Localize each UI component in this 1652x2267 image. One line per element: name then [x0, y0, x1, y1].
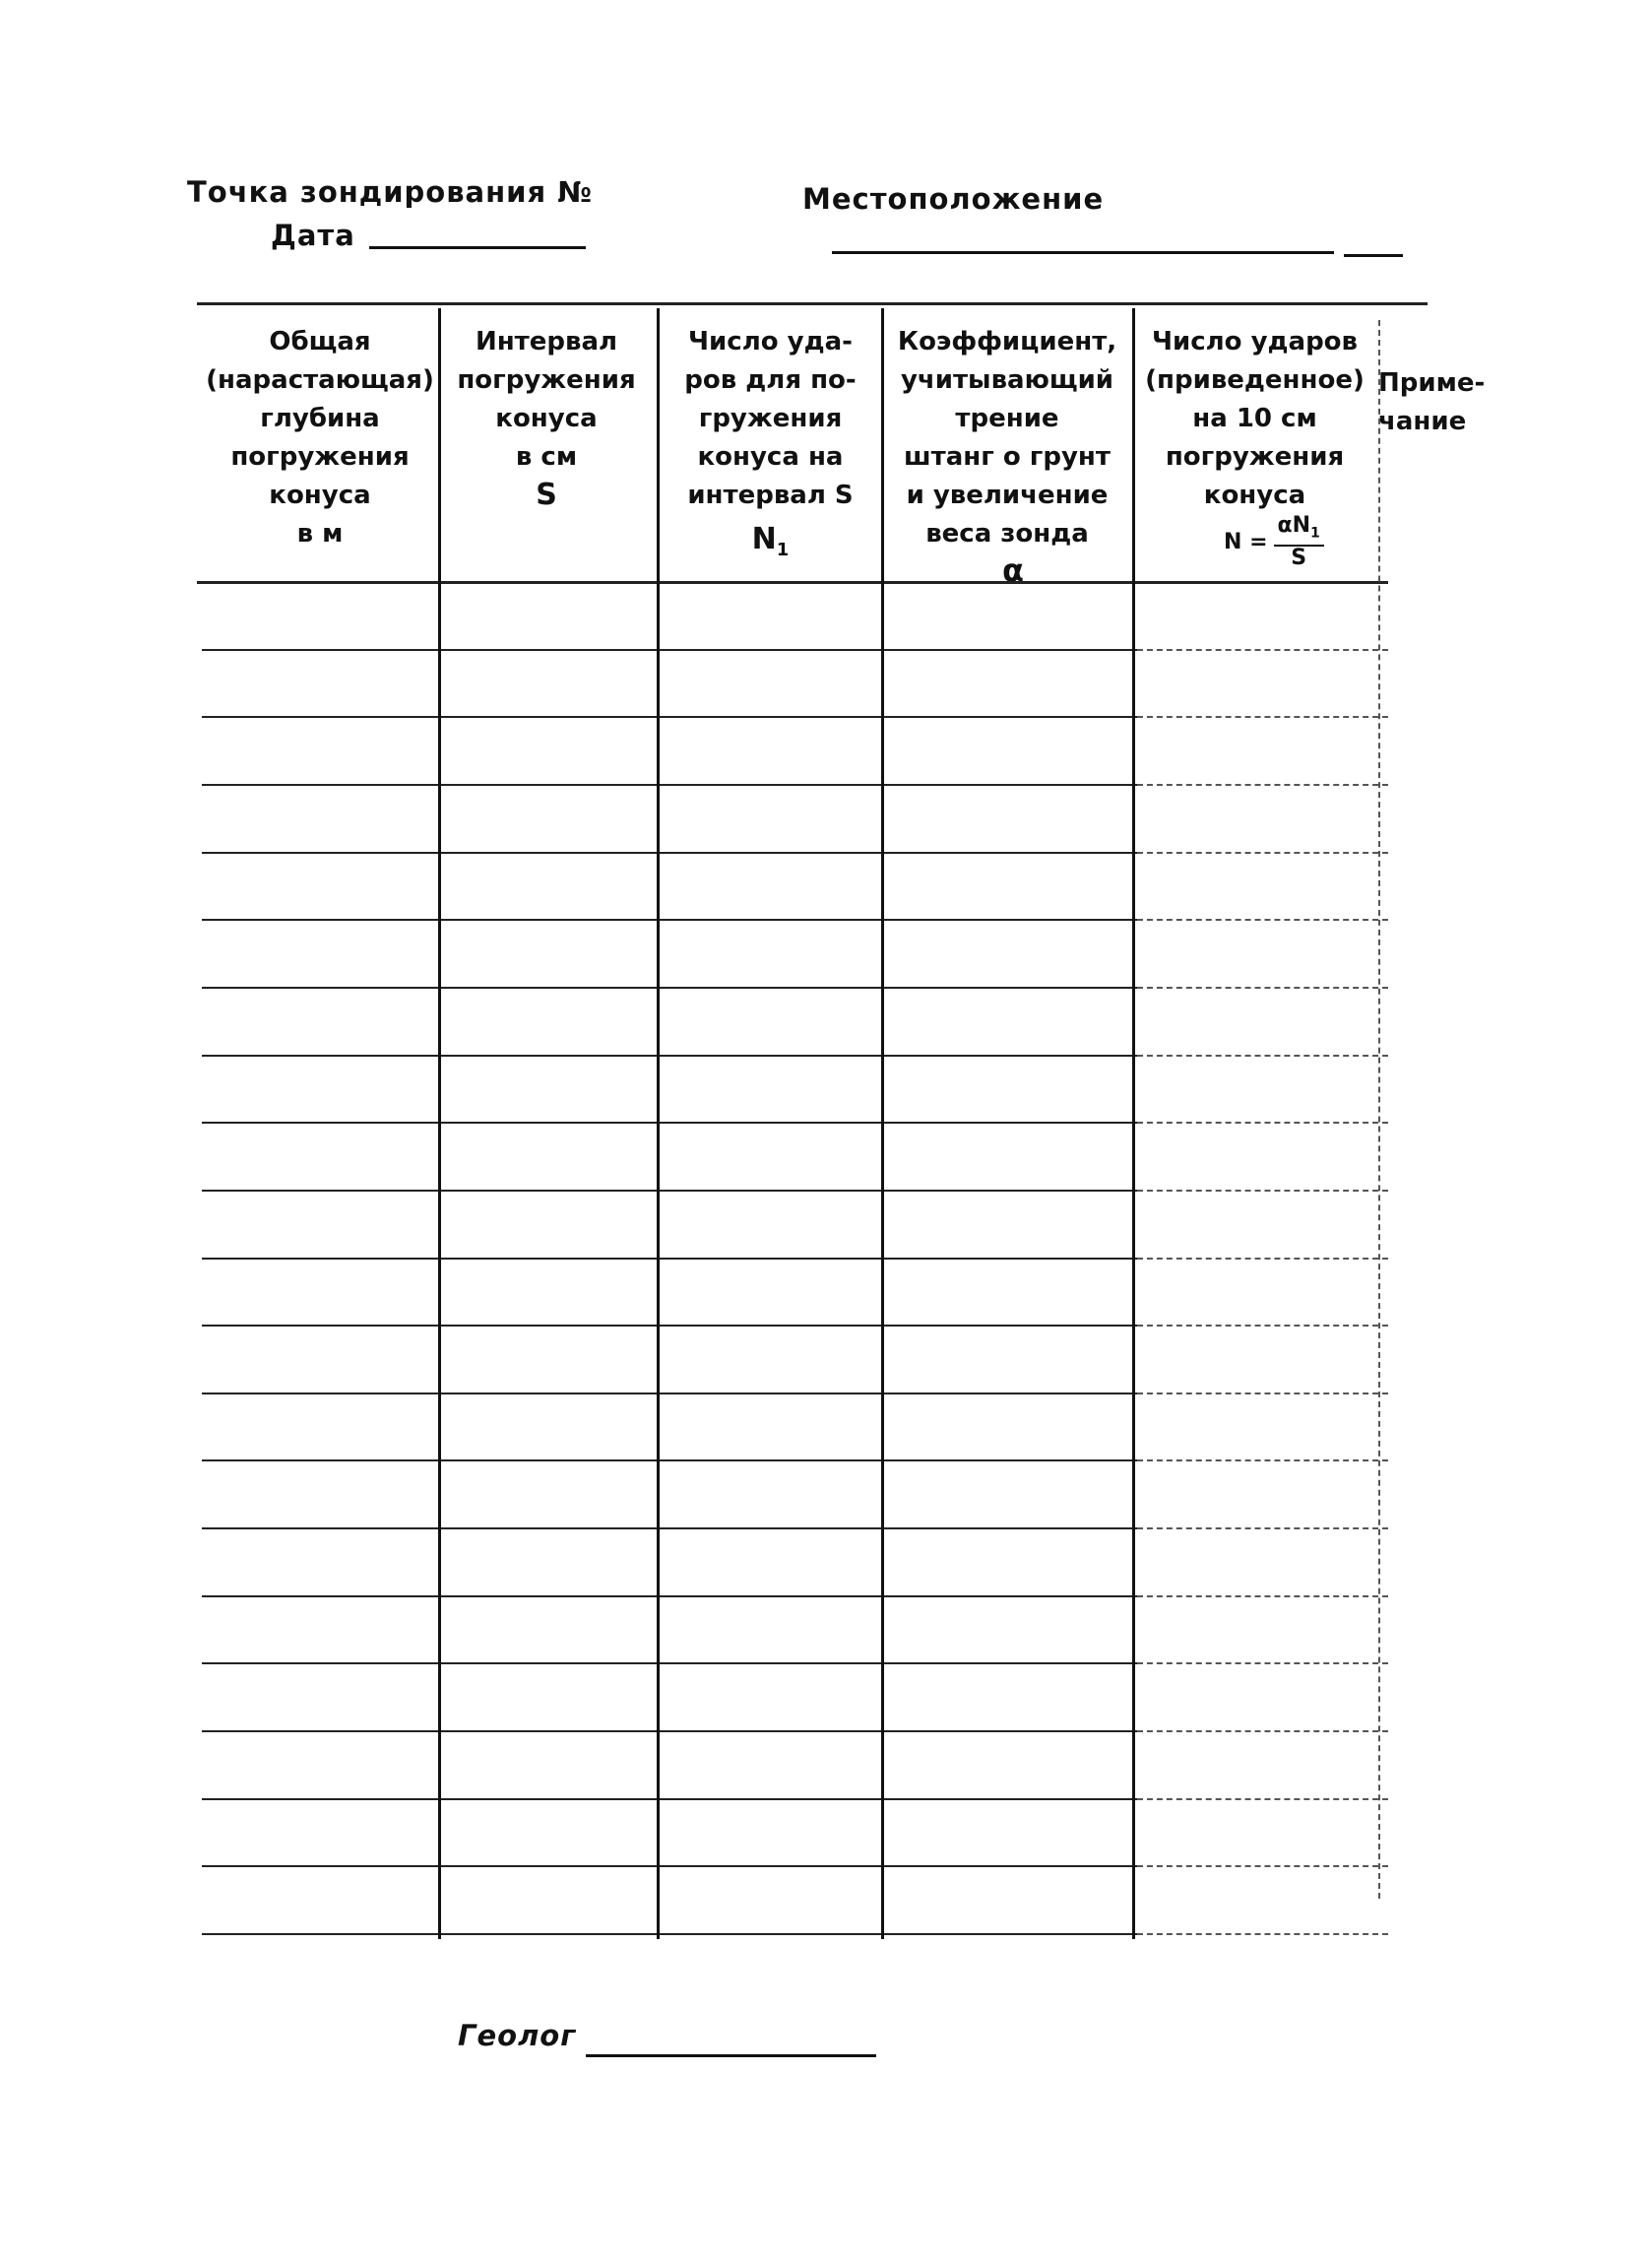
table-row-line-tail [1137, 1730, 1388, 1732]
col-header-depth: Общая (нарастающая) глубина погружения конуса в м [206, 327, 434, 549]
col-header-interval: Интервал погружения конуса в см [457, 327, 636, 472]
table-row-line [202, 716, 1137, 718]
col-symbol-coef: α [1002, 551, 1024, 589]
formula-numerator [1274, 514, 1324, 547]
table-row-line [202, 1459, 1137, 1461]
table-row-line [202, 1325, 1137, 1327]
table-column-divider [438, 308, 441, 1939]
table-row-line [202, 1258, 1137, 1260]
table-row-line [202, 1865, 1137, 1867]
table-row-line-tail [1137, 1325, 1388, 1327]
table-row-line-tail [1137, 1122, 1388, 1124]
table-row-line [202, 1933, 1137, 1935]
table-row-line-tail [1137, 1595, 1388, 1597]
col-symbol-blows [660, 522, 881, 560]
table-row-line [202, 1662, 1137, 1664]
table-row-line-tail [1137, 1055, 1388, 1057]
point-number-label: Точка зондирования № [187, 175, 594, 209]
col-symbol-interval: S [536, 478, 557, 512]
table-row-line [202, 852, 1137, 854]
table-row-line-tail [1137, 1933, 1388, 1935]
table-row-line [202, 1798, 1137, 1800]
table-row-line [202, 987, 1137, 989]
col-header-note: Приме- чание [1378, 368, 1486, 436]
table-row-line [202, 1730, 1137, 1732]
table-column-divider [1132, 308, 1135, 1939]
table-row-line [202, 1595, 1137, 1597]
blows-symbol: N [751, 522, 777, 556]
table-row-line [202, 1122, 1137, 1124]
table-column-divider [881, 308, 884, 1939]
location-label: Местоположение [802, 182, 1105, 216]
table-column-divider [657, 308, 660, 1939]
table-column-divider-note [1378, 320, 1380, 1899]
table-row-line-tail [1137, 1393, 1388, 1394]
date-label: Дата [271, 219, 355, 252]
table-row-line-tail [1137, 649, 1388, 651]
table-row-line-tail [1137, 919, 1388, 921]
col-header-blows: Число уда- ров для по- гружения конуса на интервал S [684, 327, 857, 510]
table-row-line-tail [1137, 987, 1388, 989]
blows-symbol-sub: 1 [776, 540, 790, 560]
table-top-border [197, 302, 1428, 305]
date-field[interactable] [369, 246, 586, 249]
formula-fraction [1274, 514, 1324, 570]
table-row-line [202, 1190, 1137, 1192]
table-header-bottom-border [197, 581, 1388, 584]
table-row-line-tail [1137, 1662, 1388, 1664]
table-row-line-tail [1137, 1798, 1388, 1800]
table-row-line [202, 784, 1137, 786]
geologist-label: Геолог [458, 2019, 577, 2052]
reduced-formula [1224, 514, 1324, 570]
formula-numerator-text: αN [1277, 513, 1311, 538]
formula-lhs: N = [1224, 530, 1268, 555]
formula-denominator: S [1291, 546, 1307, 571]
table-row-line-tail [1137, 716, 1388, 718]
geologist-signature-field[interactable] [586, 2054, 876, 2057]
col-header-reduced: Число ударов (приведенное) на 10 см погружения конуса [1145, 327, 1365, 510]
location-field-end [1344, 254, 1403, 257]
table-row-line-tail [1137, 1190, 1388, 1192]
table-row-line-tail [1137, 784, 1388, 786]
table-row-line [202, 1055, 1137, 1057]
location-field[interactable] [832, 251, 1334, 254]
table-row-line [202, 649, 1137, 651]
table-row-line-tail [1137, 1527, 1388, 1529]
table-row-line-tail [1137, 852, 1388, 854]
table-row-line [202, 919, 1137, 921]
col-header-coef: Коэффициент, учитывающий трение штанг о грунт и увеличение веса зонда [897, 327, 1117, 549]
table-row-line-tail [1137, 1459, 1388, 1461]
table-row-line-tail [1137, 1865, 1388, 1867]
table-row-line [202, 1393, 1137, 1394]
table-row-line [202, 1527, 1137, 1529]
formula-numerator-sub: 1 [1310, 525, 1320, 542]
table-row-line-tail [1137, 1258, 1388, 1260]
